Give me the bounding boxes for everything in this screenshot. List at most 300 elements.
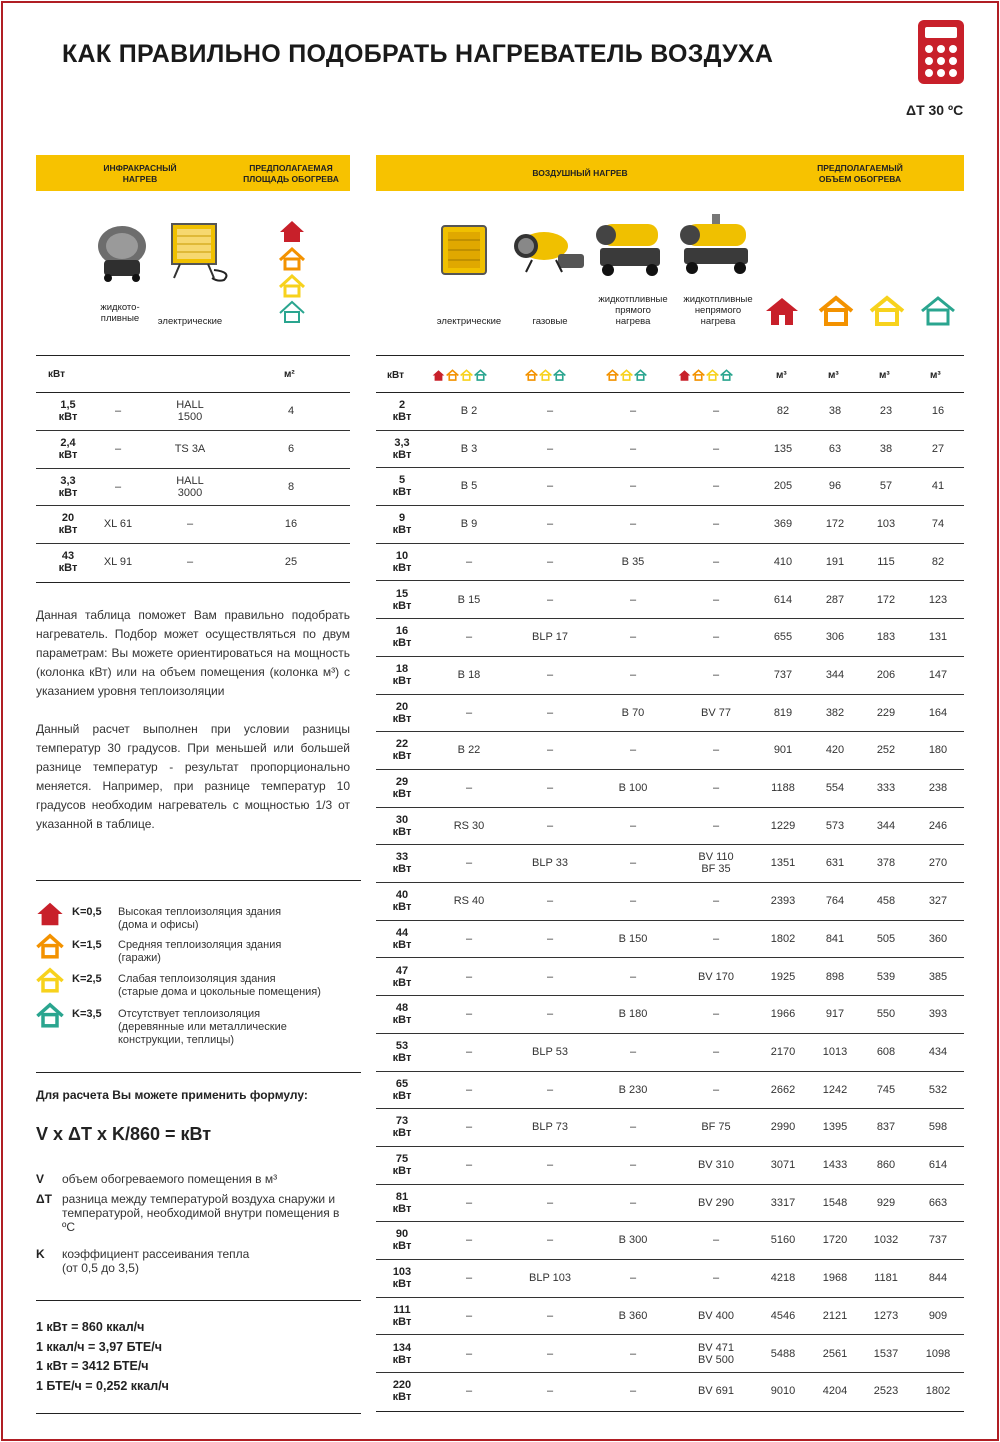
- row-cell: 614: [928, 1159, 948, 1171]
- row-kw-value: 103: [392, 1266, 412, 1279]
- row-cell: 2523: [873, 1385, 899, 1398]
- table-row: [376, 657, 964, 695]
- row-cell: 180: [928, 744, 948, 757]
- row-cell: B 300: [618, 1234, 648, 1247]
- row-cell: –: [546, 1385, 554, 1398]
- formula-symbol-desc: разница между температурой воздуха снаружи и температурой, необходимой внутри помещения в ºC: [62, 1192, 340, 1234]
- row-cell: –: [629, 895, 637, 908]
- row-cell: B 230: [618, 1083, 648, 1096]
- row-kw-value: 22: [395, 738, 409, 751]
- row-cell: –: [546, 895, 554, 908]
- small-house-icon: [706, 369, 719, 382]
- row-kw-unit: кВт: [392, 1278, 412, 1291]
- row-kw-value: 3,3: [60, 474, 76, 487]
- row-cell: –: [629, 744, 637, 757]
- row-cell: 96: [828, 480, 842, 493]
- row-kw-value: 81: [395, 1190, 409, 1203]
- row-kw-unit: кВт: [392, 486, 412, 499]
- row-cell: 663: [928, 1196, 948, 1209]
- paragraph-calculation: Данный расчет выполнен при условии разницы температур 30 градусов. При меньшей или большей разнице температур - результат пропорционально меняется. Например, при разнице температур 10 градусов необходим нагреватель с мощностью 1/3 от указанной в таблице.: [36, 722, 350, 831]
- row-cell: 74: [931, 518, 945, 531]
- table-row: [376, 582, 964, 620]
- row-cell: 191: [825, 555, 845, 568]
- row-cell: 837: [876, 1121, 896, 1134]
- row-kw-value: 43: [61, 550, 75, 563]
- table-row: [376, 808, 964, 846]
- row-cell: –: [712, 1008, 720, 1021]
- table-row: [376, 506, 964, 544]
- header-area: ПРЕДПОЛАГАЕМАЯ ПЛОЩАДЬ ОБОГРЕВА: [243, 163, 339, 184]
- table-row: [376, 1298, 964, 1336]
- row-kw-value: 5: [398, 474, 406, 487]
- formula-symbol-desc: объем обогреваемого помещения в м³: [62, 1172, 278, 1186]
- row-cell: 1395: [822, 1121, 848, 1134]
- small-house-icon: [720, 369, 733, 382]
- row-area: 16: [284, 518, 298, 531]
- row-cell: –: [712, 1234, 720, 1247]
- row-cell: –: [629, 518, 637, 531]
- row-cell: –: [465, 1121, 473, 1134]
- row-cell: –: [712, 593, 720, 606]
- row-kw-value: 20: [395, 700, 409, 713]
- row-cell: 819: [773, 706, 793, 719]
- small-house-icon: [460, 369, 473, 382]
- row-cell: –: [629, 593, 637, 606]
- table-row: [376, 1034, 964, 1072]
- row-kw-unit: кВт: [392, 750, 412, 763]
- row-cell: 382: [825, 706, 845, 719]
- row-cell: B 18: [457, 668, 481, 681]
- row-cell: 327: [928, 895, 948, 908]
- house-teal-icon: [280, 302, 304, 322]
- row-kw-unit: кВт: [392, 1315, 412, 1328]
- header-infrared: ИНФРАКРАСНЫЙ НАГРЕВ: [103, 163, 177, 184]
- legend-k-value: K=0,5: [72, 906, 102, 918]
- row-electric: HALL 3000: [176, 474, 204, 499]
- row-cell: 1433: [822, 1159, 848, 1171]
- table-row: [376, 883, 964, 921]
- row-cell: 16: [931, 405, 945, 417]
- small-house-icon: [432, 369, 445, 382]
- row-kw-unit: кВт: [392, 1353, 412, 1366]
- row-cell: 2662: [770, 1083, 796, 1096]
- row-cell: 1273: [873, 1309, 899, 1322]
- row-cell: 344: [876, 819, 896, 832]
- row-cell: –: [629, 631, 637, 644]
- row-cell: 4204: [822, 1385, 848, 1398]
- row-kw-value: 90: [395, 1228, 409, 1241]
- row-cell: 27: [931, 442, 945, 455]
- row-cell: –: [546, 706, 554, 719]
- direct-oil-heater-image: [592, 218, 670, 280]
- row-cell: –: [629, 405, 637, 417]
- row-cell: BLP 53: [532, 1045, 568, 1058]
- row-kw-value: 53: [395, 1039, 409, 1052]
- row-cell: 420: [825, 744, 845, 757]
- row-kw-value: 18: [395, 662, 409, 675]
- table-row: [376, 619, 964, 657]
- row-kw-unit: кВт: [392, 863, 412, 876]
- row-cell: 82: [776, 405, 790, 417]
- row-cell: B 15: [457, 593, 481, 606]
- row-kw-unit: кВт: [392, 976, 412, 989]
- row-cell: –: [546, 668, 554, 681]
- row-cell: 4218: [770, 1272, 796, 1285]
- row-cell: –: [546, 1083, 554, 1096]
- row-cell: 844: [928, 1272, 948, 1285]
- row-cell: 1802: [925, 1385, 951, 1398]
- row-cell: 41: [931, 480, 945, 493]
- row-cell: 333: [876, 782, 896, 794]
- house-icons-stack: [278, 218, 306, 324]
- row-cell: 5488: [770, 1347, 796, 1360]
- row-cell: 172: [876, 593, 896, 606]
- table-row: [376, 1336, 964, 1374]
- row-cell: –: [712, 782, 720, 794]
- row-cell: 9010: [770, 1385, 796, 1398]
- row-cell: 608: [876, 1045, 896, 1058]
- row-kw-unit: кВт: [392, 448, 412, 461]
- table-row: [376, 468, 964, 506]
- row-cell: –: [629, 857, 637, 870]
- row-kw-value: 10: [395, 549, 409, 562]
- row-cell: –: [546, 970, 554, 983]
- delta-t-label: ΔT 30 ºC: [906, 102, 964, 118]
- row-cell: 737: [928, 1234, 948, 1247]
- row-cell: BLP 103: [528, 1272, 571, 1285]
- legend-text: Слабая теплоизоляция здания (старые дома и цокольные помещения): [118, 973, 321, 998]
- formula-symbol: V: [36, 1172, 45, 1186]
- row-cell: 206: [876, 668, 896, 681]
- row-liquid: XL 91: [103, 556, 133, 569]
- row-cell: 164: [928, 706, 948, 719]
- row-liquid: –: [114, 442, 122, 455]
- row-kw-value: 111: [393, 1303, 411, 1316]
- right-caption-2: жидкотпливные прямого нагрева: [598, 294, 668, 327]
- row-cell: 135: [773, 442, 793, 455]
- row-cell: –: [546, 1008, 554, 1021]
- row-cell: –: [465, 857, 473, 870]
- row-kw-value: 29: [395, 776, 409, 788]
- electric-infrared-heater-image: [162, 220, 236, 282]
- row-kw-value: 9: [398, 512, 406, 525]
- liquid-infrared-heater-image: [90, 220, 154, 282]
- table-row: [36, 469, 350, 507]
- row-cell: 917: [825, 1008, 845, 1021]
- row-kw-unit: кВт: [392, 599, 412, 612]
- header-air-heating: ВОЗДУШНЫЙ НАГРЕВ: [532, 168, 628, 178]
- table-row: [376, 1373, 964, 1411]
- formula-symbol: ΔT: [36, 1192, 52, 1206]
- table-row: [376, 431, 964, 469]
- row-cell: 2121: [822, 1309, 848, 1322]
- row-cell: –: [546, 1234, 554, 1247]
- row-cell: B 100: [618, 782, 648, 794]
- row-cell: 745: [876, 1083, 896, 1096]
- row-cell: B 3: [460, 442, 478, 455]
- row-kw-value: 2,4: [60, 436, 76, 449]
- small-house-icon: [446, 369, 459, 382]
- row-cell: 115: [877, 555, 895, 568]
- row-kw-value: 1,5: [60, 399, 76, 411]
- small-house-icon: [539, 369, 552, 382]
- row-kw-unit: кВт: [392, 1165, 412, 1177]
- row-liquid: –: [114, 405, 122, 417]
- legend-k-value: K=2,5: [72, 973, 102, 985]
- small-house-icon: [692, 369, 705, 382]
- table-row: [36, 544, 350, 582]
- formula-heading: Для расчета Вы можете применить формулу:: [36, 1088, 308, 1102]
- legend-k-value: K=3,5: [72, 1008, 102, 1020]
- row-cell: 1966: [770, 1008, 796, 1021]
- table-row: [376, 1147, 964, 1185]
- legend-house-icon: [36, 967, 64, 995]
- house-yellow-icon: [280, 276, 304, 296]
- row-kw-unit: кВт: [392, 825, 412, 838]
- row-cell: 841: [825, 932, 845, 945]
- table-row: [376, 1109, 964, 1147]
- row-cell: BV 400: [697, 1309, 735, 1322]
- row-cell: 1013: [822, 1045, 848, 1058]
- table-row: [376, 996, 964, 1034]
- row-cell: 434: [928, 1045, 948, 1058]
- row-cell: BLP 73: [532, 1121, 568, 1134]
- row-cell: 23: [879, 405, 893, 417]
- row-cell: –: [546, 1196, 554, 1209]
- right-col-kw: кВт: [387, 370, 404, 381]
- row-kw-unit: кВт: [392, 1202, 412, 1215]
- row-area: 8: [287, 480, 295, 493]
- row-cell: 598: [928, 1121, 948, 1134]
- row-cell: –: [712, 744, 720, 757]
- row-kw-value: 47: [395, 964, 409, 977]
- row-cell: B 22: [457, 744, 481, 757]
- legend-house-icon: [36, 933, 64, 961]
- table-row: [376, 695, 964, 733]
- row-cell: 929: [876, 1196, 896, 1209]
- row-cell: –: [465, 970, 473, 983]
- row-kw-unit: кВт: [392, 1014, 412, 1027]
- row-cell: 573: [825, 819, 845, 832]
- house-teal-icon: [922, 298, 954, 324]
- row-cell: 38: [828, 405, 842, 417]
- row-cell: BV 310: [697, 1159, 735, 1171]
- row-cell: –: [546, 442, 554, 455]
- row-cell: 287: [825, 593, 845, 606]
- row-kw-value: 65: [395, 1077, 409, 1090]
- row-kw-unit: кВт: [392, 1391, 412, 1404]
- row-cell: B 5: [460, 480, 478, 493]
- row-cell: 1351: [770, 857, 796, 870]
- row-kw-unit: кВт: [58, 562, 78, 575]
- row-kw-unit: кВт: [58, 411, 78, 423]
- row-cell: –: [465, 1159, 473, 1171]
- row-cell: BV 471 BV 500: [697, 1341, 735, 1366]
- row-cell: 123: [928, 593, 948, 606]
- row-cell: –: [546, 819, 554, 832]
- left-col-kw: кВт: [48, 369, 65, 380]
- row-cell: –: [712, 895, 720, 908]
- row-cell: –: [712, 518, 720, 531]
- row-kw-unit: кВт: [392, 524, 412, 537]
- row-cell: RS 40: [453, 895, 485, 908]
- row-cell: 2393: [770, 895, 796, 908]
- row-cell: –: [629, 1121, 637, 1134]
- small-house-icon: [606, 369, 619, 382]
- row-cell: 1802: [770, 932, 796, 945]
- row-cell: 306: [825, 631, 845, 644]
- row-cell: 737: [773, 668, 793, 681]
- row-cell: 360: [928, 932, 948, 945]
- table-row: [376, 845, 964, 883]
- row-kw-value: 16: [395, 625, 409, 638]
- row-cell: –: [546, 518, 554, 531]
- right-col-m3-yellow: м³: [879, 370, 890, 381]
- row-kw-value: 3,3: [394, 436, 410, 449]
- row-cell: –: [629, 1045, 637, 1058]
- row-cell: –: [465, 1272, 473, 1285]
- legend-house-icon: [36, 900, 64, 928]
- row-cell: –: [465, 1083, 473, 1096]
- row-cell: 1548: [822, 1196, 848, 1209]
- row-kw-value: 73: [395, 1115, 409, 1128]
- row-kw-unit: кВт: [58, 448, 78, 461]
- row-cell: 614: [773, 593, 793, 606]
- small-house-icon: [474, 369, 487, 382]
- row-cell: –: [629, 1385, 637, 1398]
- table-row: [376, 1222, 964, 1260]
- header-volume: ПРЕДПОЛАГАЕМЫЙ ОБЪЕМ ОБОГРЕВА: [817, 163, 903, 184]
- row-kw-unit: кВт: [392, 712, 412, 725]
- row-kw-value: 2: [398, 399, 406, 411]
- table-row: [376, 1260, 964, 1298]
- row-cell: B 2: [460, 405, 478, 417]
- table-bottom-line: [36, 582, 350, 583]
- row-cell: B 70: [621, 706, 645, 719]
- row-cell: –: [629, 668, 637, 681]
- row-area: 6: [287, 442, 295, 455]
- row-cell: –: [546, 744, 554, 757]
- row-kw-value: 33: [395, 851, 409, 864]
- row-cell: 1032: [873, 1234, 899, 1247]
- row-cell: –: [465, 1347, 473, 1360]
- table-row: [376, 959, 964, 997]
- row-kw-unit: кВт: [392, 1089, 412, 1102]
- row-cell: 205: [773, 480, 793, 493]
- row-cell: –: [465, 932, 473, 945]
- row-liquid: –: [114, 480, 122, 493]
- row-cell: –: [546, 555, 554, 568]
- row-cell: 909: [928, 1309, 948, 1322]
- row-cell: –: [465, 782, 473, 794]
- table-row: [376, 770, 964, 808]
- row-cell: 860: [876, 1159, 896, 1171]
- row-cell: 3317: [770, 1196, 796, 1209]
- row-cell: –: [629, 480, 637, 493]
- small-house-icon: [634, 369, 647, 382]
- indirect-oil-heater-image: [676, 212, 758, 278]
- row-cell: 183: [876, 631, 896, 644]
- row-cell: –: [629, 442, 637, 455]
- row-kw-unit: кВт: [392, 561, 412, 574]
- row-cell: B 180: [618, 1008, 648, 1021]
- row-cell: BV 110 BF 35: [698, 851, 734, 876]
- row-cell: 4546: [770, 1309, 796, 1322]
- legend-k-value: K=1,5: [72, 939, 102, 951]
- row-cell: –: [465, 706, 473, 719]
- row-electric: –: [186, 556, 194, 569]
- conversion-line: 1 кВт = 860 ккал/ч: [36, 1320, 145, 1334]
- row-cell: 550: [876, 1008, 896, 1021]
- row-kw-unit: кВт: [58, 486, 78, 499]
- paragraph-intro: Данная таблица поможет Вам правильно подобрать нагреватель. Подбор может осуществляться по двум параметрам: Вы можете ориентироваться на мощность (колонка кВт) или на объем помещения (колонка м³) с указанием уровня теплоизоляции: [36, 608, 350, 698]
- house-orange-icon: [280, 249, 304, 269]
- row-cell: 458: [876, 895, 896, 908]
- row-cell: BV 290: [697, 1196, 735, 1209]
- legend-text: Отсутствует теплоизоляция (деревянные или металлические конструкции, теплицы): [118, 1008, 287, 1046]
- row-cell: 229: [876, 706, 896, 719]
- row-cell: –: [465, 1045, 473, 1058]
- row-cell: –: [465, 1234, 473, 1247]
- right-caption-1: газовые: [532, 316, 568, 327]
- row-cell: 1181: [874, 1272, 898, 1285]
- row-kw-unit: кВт: [392, 788, 412, 800]
- row-kw-value: 134: [392, 1341, 412, 1354]
- row-cell: 1229: [770, 819, 796, 832]
- row-cell: –: [465, 555, 473, 568]
- right-col-m3-teal: м³: [930, 370, 941, 381]
- row-cell: 505: [876, 932, 896, 945]
- house-red-icon: [280, 221, 304, 242]
- table-row: [36, 506, 350, 544]
- row-kw-unit: кВт: [392, 1127, 412, 1140]
- conversion-line: 1 БТЕ/ч = 0,252 ккал/ч: [36, 1378, 169, 1393]
- row-liquid: XL 61: [103, 518, 133, 531]
- calculator-icon: [918, 20, 964, 84]
- row-cell: 1188: [771, 782, 795, 794]
- row-cell: BLP 33: [532, 857, 568, 870]
- table-row: [36, 431, 350, 469]
- row-cell: 246: [928, 819, 948, 832]
- table-row: [376, 1072, 964, 1110]
- row-kw-value: 220: [392, 1379, 412, 1392]
- table-row: [376, 1185, 964, 1223]
- row-cell: –: [629, 1159, 637, 1171]
- row-kw-value: 15: [395, 587, 409, 600]
- right-caption-3: жидкотпливные непрямого нагрева: [683, 294, 753, 327]
- row-cell: –: [712, 442, 720, 455]
- row-cell: 1968: [822, 1272, 848, 1285]
- row-cell: –: [546, 1347, 554, 1360]
- right-caption-0: электрические: [436, 316, 502, 327]
- house-red-icon: [766, 298, 798, 325]
- row-cell: –: [629, 819, 637, 832]
- row-cell: 385: [928, 970, 948, 983]
- row-cell: BV 170: [697, 970, 735, 983]
- row-electric: –: [186, 518, 194, 531]
- house-yellow-icon: [871, 298, 903, 324]
- row-cell: 2561: [822, 1347, 848, 1360]
- row-cell: BLP 17: [532, 631, 568, 644]
- row-kw-unit: кВт: [392, 674, 412, 687]
- row-kw-unit: кВт: [392, 411, 412, 423]
- row-cell: –: [712, 819, 720, 832]
- legend-text: Средняя теплоизоляция здания (гаражи): [118, 939, 282, 964]
- row-cell: –: [712, 631, 720, 644]
- row-cell: 103: [876, 518, 896, 531]
- row-cell: –: [629, 1272, 637, 1285]
- row-kw-unit: кВт: [392, 938, 412, 951]
